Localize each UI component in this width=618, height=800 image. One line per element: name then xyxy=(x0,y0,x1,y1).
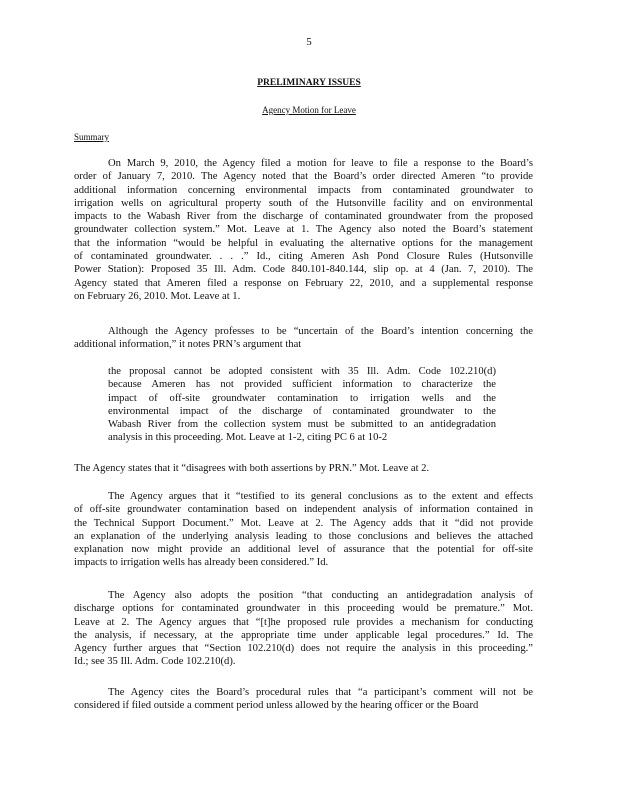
text-line: additional information,” it notes PRN’s argument that xyxy=(74,339,302,351)
text-line: discharge options for contaminated groundwater in this proceeding would be premature.” Mot. xyxy=(74,603,533,615)
section-heading-text: PRELIMINARY ISSUES xyxy=(257,78,361,88)
text-line: on February 26, 2010. Mot. Leave at 1. xyxy=(74,290,241,302)
text-line: The Agency argues that it “testified to its general conclusions as to the extent and effects xyxy=(108,491,533,502)
subsection-heading-text: Agency Motion for Leave xyxy=(262,105,356,115)
text-line: Although the Agency professes to be “uncertain of the Board’s intention concerning the xyxy=(108,326,533,337)
paragraph-1 xyxy=(74,157,533,303)
text-line: On March 9, 2010, the Agency filed a motion for leave to file a response to the Board’s xyxy=(108,158,533,169)
text-line: Leave at 2. The Agency argues that “[t]he proposed rule provides a mechanism for conducting xyxy=(74,616,533,628)
text-line: The Agency also adopts the position “that conducting an antidegradation analysis of xyxy=(108,590,533,601)
text-line: that the information “would be helpful in evaluating the alternative options for the management xyxy=(74,237,533,249)
text-line: impacts to the Wabash River from the discharge of contaminated groundwater from the proposed xyxy=(74,211,533,223)
text-line: Agency further argues that “Section 102.210(d) does not require the analysis in this proceeding.” xyxy=(74,643,533,655)
paragraph-4 xyxy=(74,490,533,570)
page-number: 5 xyxy=(306,36,312,48)
text-line: environmental impact of the discharge of contaminated groundwater to the xyxy=(108,405,496,417)
paragraph-5 xyxy=(74,589,533,669)
text-line: impact of off-site groundwater contamination to irrigation wells and the xyxy=(108,392,496,404)
text-line: of off-site groundwater contamination based on independent analysis of information contained in xyxy=(74,504,533,516)
text-line: groundwater collection system.” Mot. Leave at 1. The Agency also noted the Board’s statement xyxy=(74,224,533,236)
text-line: because Ameren has not provided sufficient information to characterize the xyxy=(108,379,496,391)
text-line: considered if filed outside a comment period unless allowed by the hearing officer or the Board xyxy=(74,700,479,712)
text-line: Power Station): Proposed 35 Ill. Adm. Code 840.101-840.144, slip op. at 4 (Jan. 7, 2010). The xyxy=(74,264,533,276)
text-line: impacts to irrigation wells has already been considered.” Id. xyxy=(74,557,329,569)
subsection-heading xyxy=(0,104,618,117)
summary-label: Summary xyxy=(74,132,109,142)
text-line: the Technical Support Document.” Mot. Leave at 2. The Agency adds that it “did not provide xyxy=(74,517,533,529)
paragraph-6 xyxy=(74,686,533,713)
text-line: The Agency cites the Board’s procedural rules that “a participant’s comment will not be xyxy=(108,687,533,698)
text-line: of contaminated groundwater. . . .” Id., citing Ameren Ash Pond Closure Rules (Hutsonville xyxy=(74,251,533,263)
text-line: additional information concerning environmental impacts from contaminated groundwater to xyxy=(74,184,533,196)
paragraph-3 xyxy=(74,462,533,475)
section-heading xyxy=(0,77,618,90)
block-quote xyxy=(108,365,496,445)
text-line: Wabash River from the collection system must be submitted to an antidegradation xyxy=(108,419,496,431)
text-line: an explanation of the underlying analysis leading to those conclusions and believes the attached xyxy=(74,530,533,542)
paragraph-2 xyxy=(74,325,533,352)
text-line: explanation now might provide an additional level of assurance that the potential for off-site xyxy=(74,544,533,556)
text-line: the analysis, if necessary, at the appropriate time under applicable legal procedures.” Id. The xyxy=(74,629,533,641)
text-line: the proposal cannot be adopted consistent with 35 Ill. Adm. Code 102.210(d) xyxy=(108,366,496,377)
text-line: order of January 7, 2010. The Agency noted that the Board’s order directed Ameren “to provide xyxy=(74,171,533,183)
text-line: irrigation wells on agricultural property south of the Hutsonville facility and on environmental xyxy=(74,197,533,209)
text-line: Id.; see 35 Ill. Adm. Code 102.210(d). xyxy=(74,656,236,668)
text-line: analysis in this proceeding. Mot. Leave at 1-2, citing PC 6 at 10-2 xyxy=(108,432,388,444)
text-line: Agency stated that Ameren filed a response on February 22, 2010, and a supplemental response xyxy=(74,277,533,289)
text-line: The Agency states that it “disagrees with both assertions by PRN.” Mot. Leave at 2. xyxy=(74,463,430,474)
